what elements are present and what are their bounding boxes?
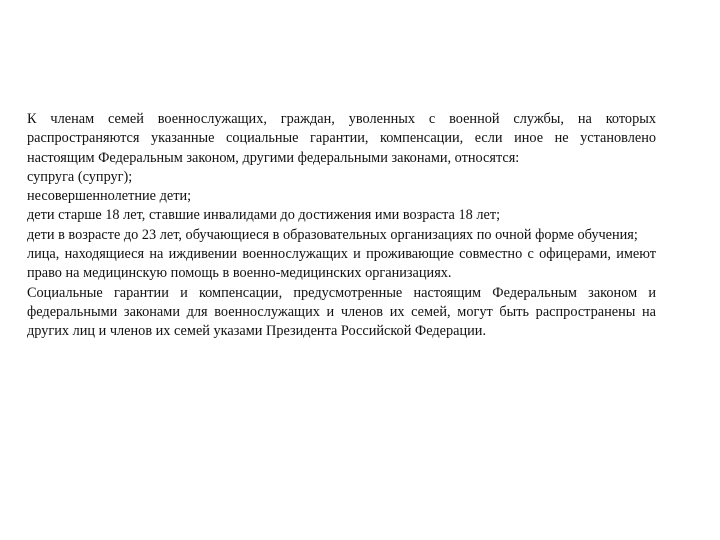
list-item-student-children: дети в возрасте до 23 лет, обучающиеся в образовательных организациях по очной форме обучения; (27, 226, 638, 243)
list-item-dependents: лица, находящиеся на иждивении военнослужащих и проживающие совместно с офицерами, имеют право на медицинскую помощь в военно-медицинских организациях. (27, 246, 656, 282)
list-item-spouse: супруга (супруг); (27, 168, 133, 185)
closing-paragraph: Социальные гарантии и компенсации, предусмотренные настоящим Федеральным законом и федеральными законами для военнослужащих и членов их семей, могут быть распространены на других лиц и членов их семей указами Президента Российской Федерации. (27, 284, 656, 340)
intro-paragraph: К членам семей военнослужащих, граждан, уволенных с военной службы, на которых распространяются указанные социальные гарантии, компенсации, если иное не установлено настоящим Федеральным законом, другими федеральными законами, относятся: (27, 111, 656, 166)
list-item-minor-children: несовершеннолетние дети; (27, 188, 192, 205)
document-text (27, 110, 656, 342)
list-item-disabled-children: дети старше 18 лет, ставшие инвалидами до достижения ими возраста 18 лет; (27, 207, 501, 224)
